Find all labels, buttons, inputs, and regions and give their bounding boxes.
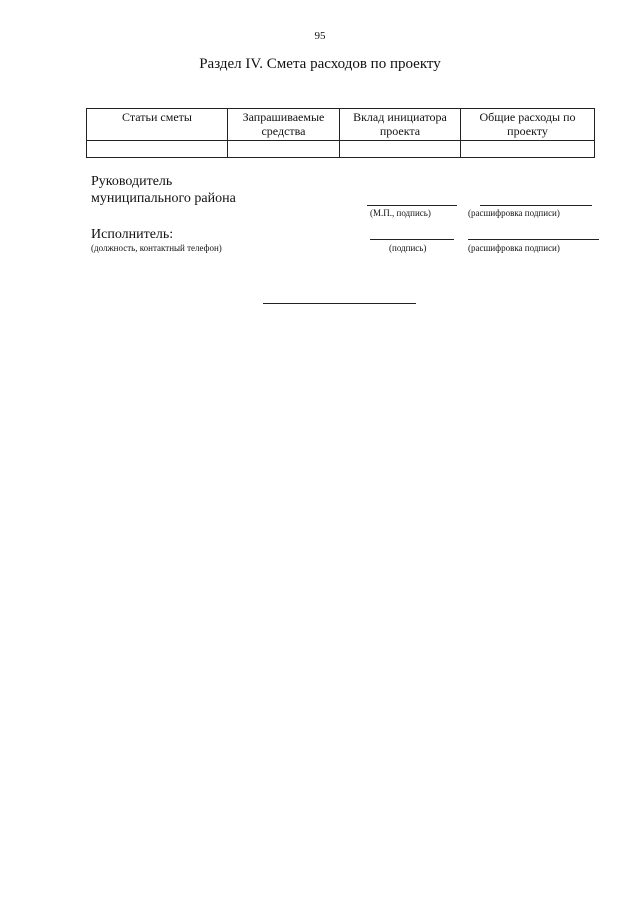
separator-line [263,303,416,304]
table-cell[interactable] [340,141,461,158]
head-decode-line [480,205,592,206]
head-sign-caption: (М.П., подпись) [370,208,431,218]
table-row [87,141,595,158]
estimate-table [86,108,595,158]
table-cell[interactable] [461,141,595,158]
executor-label: Исполнитель: [91,227,174,242]
executor-signature-line [370,239,454,240]
table-header-cell: Запрашиваемые средства [228,109,340,141]
executor-sign-caption: (подпись) [389,243,427,253]
head-label-line2: муниципального района [91,191,236,206]
executor-decode-line [468,239,599,240]
head-label-line1: Руководитель [91,174,173,189]
table-cell[interactable] [87,141,228,158]
head-signature-line [367,205,457,206]
head-decode-caption: (расшифровка подписи) [468,208,560,218]
section-title: Раздел IV. Смета расходов по проекту [199,56,441,72]
table-header-row [87,109,595,141]
executor-decode-caption: (расшифровка подписи) [468,243,560,253]
table-header-cell: Вклад инициатора проекта [340,109,461,141]
table-header-cell: Общие расходы по проекту [461,109,595,141]
executor-sub-caption: (должность, контактный телефон) [91,243,222,253]
table-cell[interactable] [228,141,340,158]
table-header-cell: Статьи сметы [87,109,228,141]
page-number: 95 [314,30,326,42]
